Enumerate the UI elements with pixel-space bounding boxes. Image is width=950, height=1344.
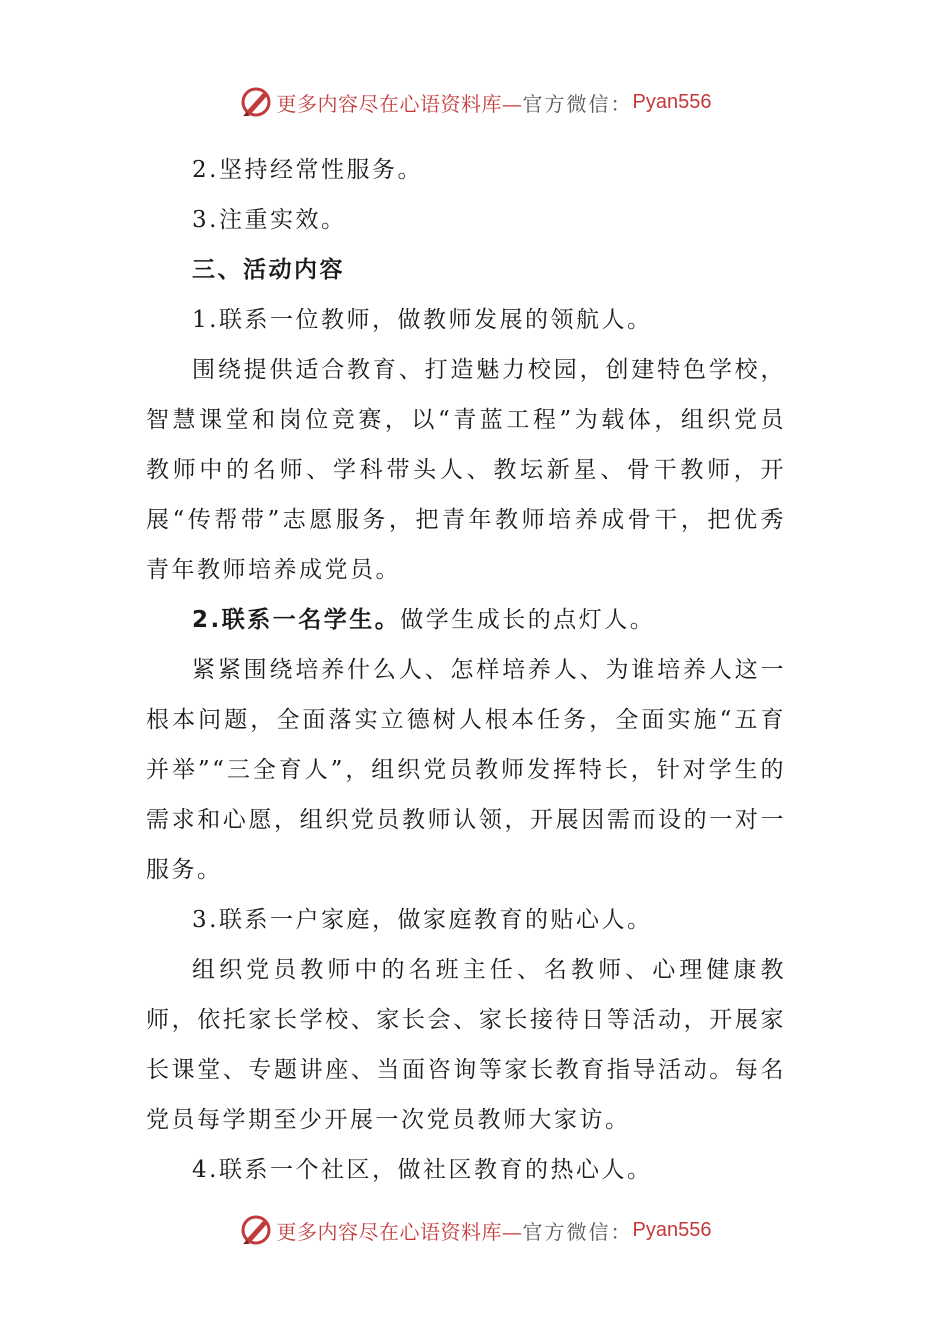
paragraph-item-2-title [146,595,786,645]
header-watermark [0,80,950,124]
footer-watermark [0,1208,950,1252]
paragraph-item-3-title: 3.联系一户家庭，做家庭教育的贴心人。 [192,907,653,933]
watermark-contact-label: 官方微信： [522,91,633,116]
item-2-bold-lead: 2.联系一名学生。 [192,607,401,633]
watermark-slogan: 更多内容尽在心语资料库— [276,91,523,116]
watermark-content [239,85,712,119]
paragraph-principle-2: 2.坚持经常性服务。 [192,157,423,183]
pen-in-circle-icon [239,1213,273,1247]
watermark-wechat-id: Pyan556 [632,1218,712,1241]
paragraph-item-4-title: 4.联系一个社区，做社区教育的热心人。 [192,1157,653,1183]
watermark-content [239,1213,712,1247]
section-heading-activity-content: 三、活动内容 [192,257,345,283]
document-body [146,145,786,1195]
watermark-wechat-id: Pyan556 [632,90,712,113]
paragraph-principle-3: 3.注重实效。 [192,207,347,233]
item-2-title-rest: 做学生成长的点灯人。 [400,607,656,633]
paragraph-item-2-body: 紧紧围绕培养什么人、怎样培养人、为谁培养人这一根本问题，全面落实立德树人根本任务，全面实施“五育并举”“三全育人”，组织党员教师发挥特长，针对学生的需求和心愿，组织党员教师认领，开展因需而设的一对一服务。 [146,657,786,883]
paragraph-item-1-body: 围绕提供适合教育、打造魅力校园，创建特色学校，智慧课堂和岗位竞赛，以“青蓝工程”为载体，组织党员教师中的名师、学科带头人、教坛新星、骨干教师，开展“传帮带”志愿服务，把青年教师培养成骨干，把优秀青年教师培养成党员。 [146,357,786,583]
paragraph-item-1-title: 1.联系一位教师，做教师发展的领航人。 [192,307,653,333]
pen-in-circle-icon [239,85,273,119]
watermark-slogan: 更多内容尽在心语资料库— [276,1219,523,1244]
paragraph-item-3-body: 组织党员教师中的名班主任、名教师、心理健康教师，依托家长学校、家长会、家长接待日等活动，开展家长课堂、专题讲座、当面咨询等家长教育指导活动。每名党员每学期至少开展一次党员教师大家访。 [146,957,786,1133]
watermark-contact-label: 官方微信： [522,1219,633,1244]
